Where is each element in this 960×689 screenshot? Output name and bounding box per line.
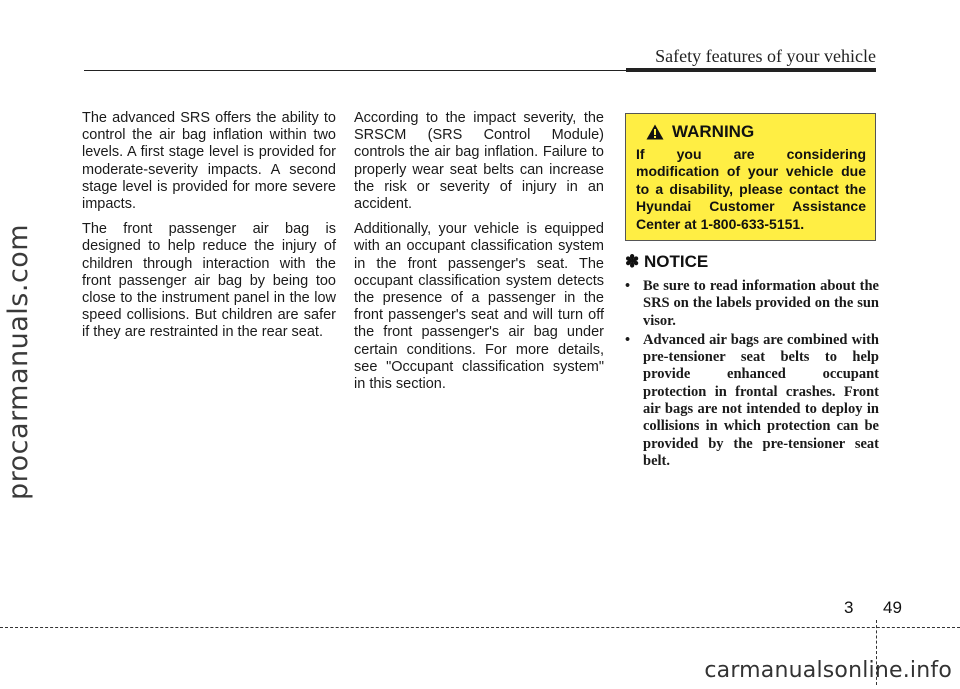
- paragraph: The advanced SRS offers the ability to control the air bag inflation within two levels. A first stage level is provided for moderate-severity impacts. A second stage level is provided for more severe impacts.: [82, 110, 336, 213]
- column-middle: [354, 110, 604, 401]
- list-item: [625, 332, 879, 470]
- paragraph: The front passenger air bag is designed to help reduce the injury of children through interaction with the front passenger air bag by being too close to the instrument panel in the low speed collisions. But children are safer if they are restrainted in the rear seat.: [82, 221, 336, 341]
- notice-item-text: Advanced air bags are combined with pre-tensioner seat belts to help provide enhanced occupant protection in frontal crashes. Front air bags are not intended to deploy in collisions in which protection can be provided by the pre-tensioner seat belt.: [643, 331, 879, 469]
- notice-title: ✽ NOTICE: [625, 252, 709, 271]
- warning-box: [625, 113, 876, 241]
- header-rule-accent: [626, 68, 876, 72]
- section-header-title: Safety features of your vehicle: [655, 46, 876, 66]
- chapter-number: 3: [844, 598, 854, 617]
- list-item: [625, 278, 879, 330]
- warning-heading: [646, 122, 866, 142]
- page-number: 49: [883, 598, 902, 617]
- warning-triangle-icon: [646, 124, 664, 140]
- warning-text: If you are considering modification of your vehicle due to a disability, please contact the Hyundai Customer Assistance Center at 1-800-633-5151.: [636, 146, 866, 232]
- notice-list: [625, 278, 879, 470]
- notice-item-text: Be sure to read information about the SRS on the labels provided on the sun visor.: [643, 278, 879, 329]
- side-watermark: procarmanuals.com: [3, 223, 34, 500]
- paragraph: Additionally, your vehicle is equipped with an occupant classification system in the front passenger's seat. The occupant classification system detects the presence of a passenger in the front passenger's seat and will turn off the front passenger's air bag under certain conditions. For more details, see "Occupant classification system" in this section.: [354, 221, 604, 393]
- notice-section: [625, 252, 879, 472]
- footer-watermark: carmanualsonline.info: [704, 658, 952, 683]
- bullet: •: [625, 331, 631, 348]
- bullet: •: [625, 278, 631, 294]
- column-left: [82, 110, 336, 350]
- footer-rule: [0, 627, 960, 628]
- warning-title: WARNING: [672, 122, 755, 141]
- paragraph: According to the impact severity, the SRSCM (SRS Control Module) controls the air bag inflation. Failure to properly wear seat belts can increase the risk or severity of injury in an accident.: [354, 110, 604, 213]
